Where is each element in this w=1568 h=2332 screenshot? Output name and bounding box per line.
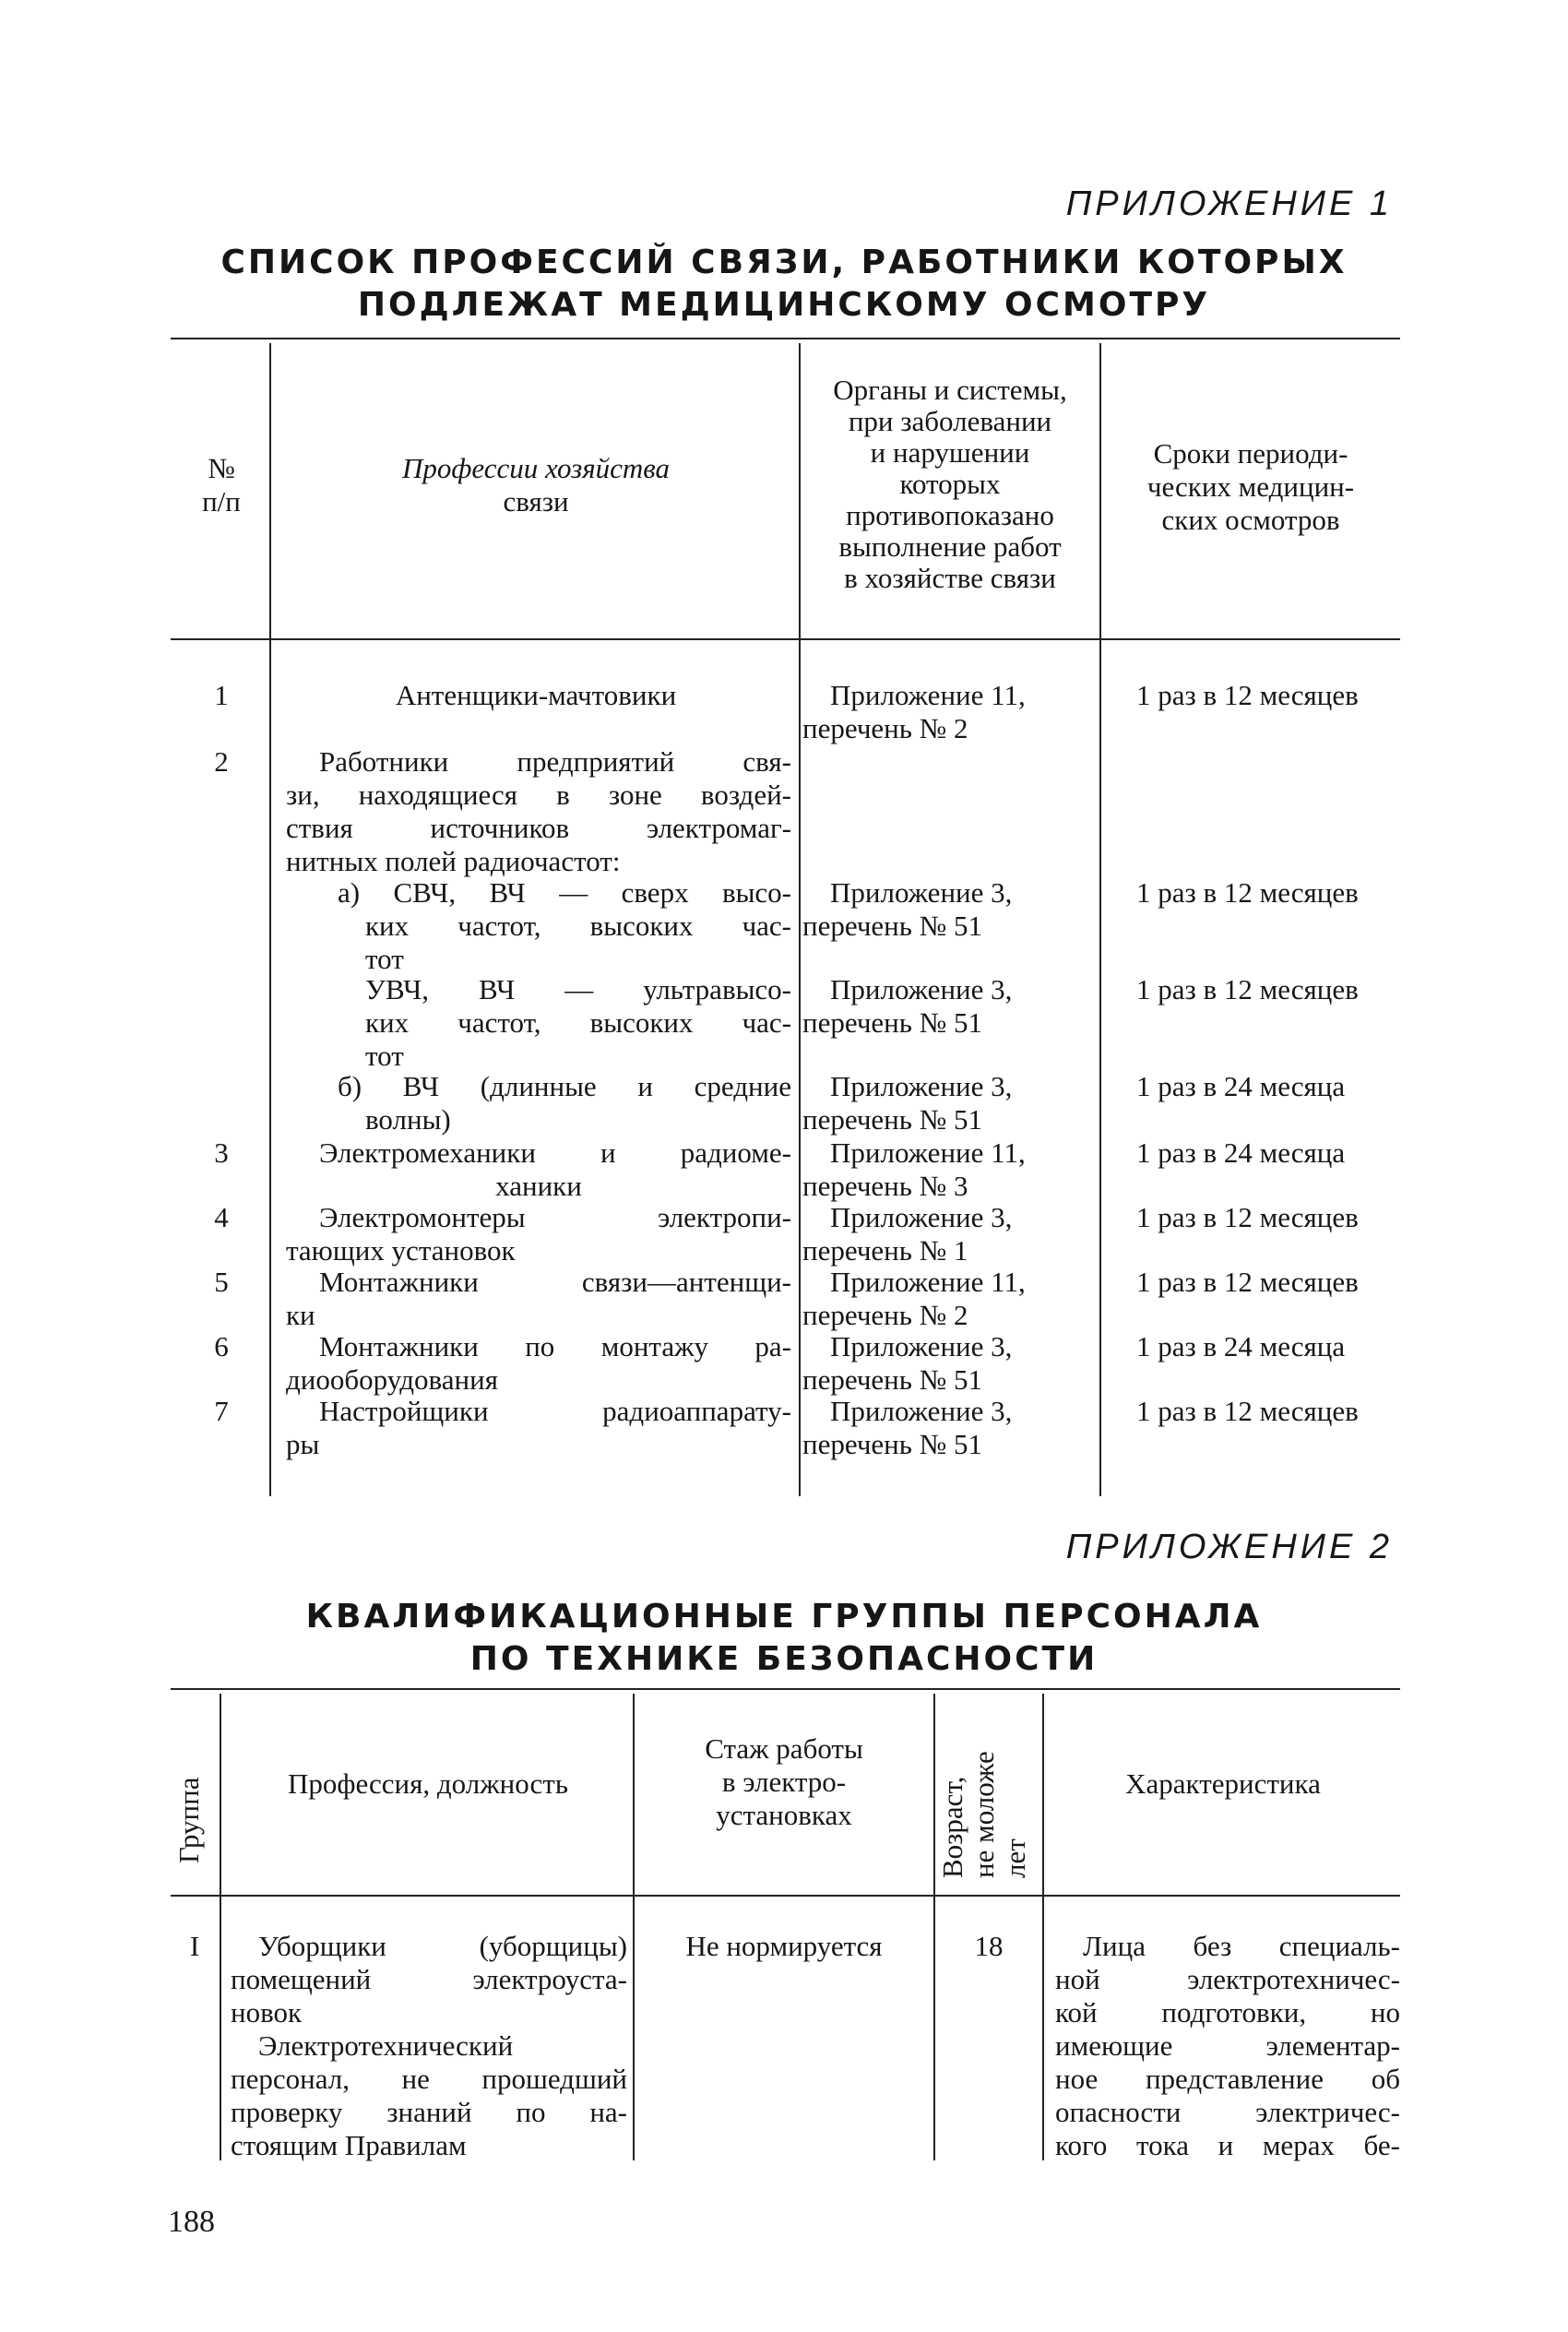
row-num: 4 — [214, 1201, 229, 1233]
row-term: 1 раз в 24 месяца — [1136, 1070, 1346, 1102]
row-organs: Приложение 3, перечень № 1 — [802, 1201, 1013, 1267]
row-organs: Приложение 3, перечень № 51 — [802, 1330, 1013, 1396]
table-1-top-rule — [171, 338, 1400, 339]
row-profession: Электромеханики и радиоме- ханики — [319, 1136, 791, 1202]
row-organs: Приложение 11, перечень № 2 — [802, 1266, 1026, 1331]
row-num: 1 — [214, 679, 229, 711]
table-1-col-divider — [1099, 343, 1101, 1496]
row-term: 1 раз в 24 месяца — [1136, 1330, 1346, 1362]
row-characteristic: Лица без специаль- ной электротехничес- кой подготовки, но имеющие элементар- ное представление об опасности электричес- кого тока и мерах бе- — [1055, 1930, 1400, 2161]
appendix-1-title — [184, 242, 1384, 327]
row-age: 18 — [974, 1930, 1004, 1962]
row-profession: Работники предприятий свя- зи, находящиеся в зоне воздей- ствия источников электромаг- нитных полей радиочастот: — [286, 745, 791, 877]
row-profession: б) ВЧ (длинные и средние волны) — [338, 1070, 791, 1136]
appendix-1-label: ПРИЛОЖЕНИЕ 1 — [1065, 184, 1393, 223]
row-profession: Электромонтеры электропи- тающих установок — [286, 1201, 791, 1267]
table-2-col-divider — [933, 1694, 935, 2160]
row-num: 2 — [214, 745, 229, 778]
row-profession: Уборщики (уборщицы) помещений электроуста- новок Электротехнический персонал, не прошедший проверку знаний по на- стоящим Правилам — [231, 1930, 627, 2161]
row-profession: а) СВЧ, ВЧ — сверх высо- ких частот, высоких час- тот — [338, 876, 791, 975]
header-profession: Профессия, должность — [288, 1767, 568, 1800]
table-2-col-divider — [1042, 1694, 1044, 2160]
row-organs: Приложение 3, перечень № 51 — [802, 973, 1013, 1039]
row-term: 1 раз в 12 месяцев — [1136, 1201, 1359, 1233]
table-2-col-divider — [220, 1694, 221, 2160]
appendix-2-title — [184, 1596, 1384, 1681]
header-organs: Органы и системы, при заболевании и нарушении которых противопоказано выполнение работ в хозяйстве связи — [833, 374, 1067, 594]
row-organs: Приложение 3, перечень № 51 — [802, 1395, 1013, 1460]
document-page: ПРИЛОЖЕНИЕ 1 СПИСОК ПРОФЕССИЙ СВЯЗИ, РАБОТНИКИ КОТОРЫХ ПОДЛЕЖАТ МЕДИЦИНСКОМУ ОСМОТРУ № п/п Профессии хозяйства связи Органы и системы, при заболевании и нарушении которых противопоказано выполнение работ в хозяйстве связи Сроки периоди- ческих медицин- ских осмотров 1 Антенщики-мачтовики Приложение 11, перечень № 2 1 раз в 12 месяцев 2 Работники предприятий свя- зи, находящиеся в зоне воздей- ствия источников электромаг- нитных полей радиочастот: а) СВЧ, ВЧ — сверх высо- ких частот, высоких час- тот Приложение 3, перечень № 51 1 раз в 12 месяцев УВЧ, ВЧ — ультравысо- ких частот, высоких час- тот Приложение 3, перечень № 51 1 раз в 12 месяцев б) ВЧ (длинные и средние волны) Приложение 3, перечень № 51 1 раз в 24 месяца 3 Электромеханики и радиоме- ханики Приложение 11, перечень № 3 1 раз в 24 месяца 4 Электромонтеры электропи- тающих установок Приложение 3, перечень № 1 1 раз в 12 месяцев 5 Монтажники связи—антенщи- ки Приложение 11, перечень № 2 1 раз в 12 месяцев 6 Монтажники по монтажу ра- диооборудования Приложение 3, перечень № 51 1 раз в 24 месяца 7 Настройщики радиоаппарату- ры Приложение 3, перечень № 51 1 раз в 12 месяцев ПРИЛОЖЕНИЕ 2 КВАЛИФИКАЦИОННЫЕ ГРУППЫ ПЕРСОНАЛА ПО ТЕХНИКЕ БЕЗОПАСНОСТИ Группа Профессия, должность Стаж работы в электро- установках Возраст, не моложе лет Характеристика I Уборщики (уборщицы) помещений электроуста- новок Электротехнический персонал, не прошедший проверку знаний по на- стоящим Правилам Не нормируется 18 Лица без специаль- ной электротехничес- кой подготовки, но имеющие элементар- ное представление об опасности электричес- кого тока и мерах бе- 188 — [0, 0, 1568, 2332]
row-term: 1 раз в 12 месяцев — [1136, 876, 1359, 909]
row-organs: Приложение 11, перечень № 3 — [802, 1136, 1026, 1202]
table-1-header-rule — [171, 638, 1400, 640]
table-2-col-divider — [633, 1694, 635, 2160]
appendix-2-title-line2: ПО ТЕХНИКЕ БЕЗОПАСНОСТИ — [469, 1640, 1099, 1678]
row-organs: Приложение 3, перечень № 51 — [802, 1070, 1013, 1136]
row-num: 5 — [214, 1266, 229, 1298]
header-profession: Профессии хозяйства связи — [402, 452, 670, 518]
appendix-1-title-line1: СПИСОК ПРОФЕССИЙ СВЯЗИ, РАБОТНИКИ КОТОРЫХ — [220, 244, 1348, 281]
row-profession: УВЧ, ВЧ — ультравысо- ких частот, высоких час- тот — [365, 973, 791, 1072]
row-num: 3 — [214, 1136, 229, 1169]
row-num: 6 — [214, 1330, 229, 1362]
row-profession: Настройщики радиоаппарату- ры — [286, 1395, 791, 1460]
header-experience: Стаж работы в электро- установках — [705, 1732, 863, 1831]
row-experience: Не нормируется — [685, 1930, 883, 1962]
row-organs: Приложение 11, перечень № 2 — [802, 679, 1026, 744]
appendix-2-label: ПРИЛОЖЕНИЕ 2 — [1065, 1528, 1393, 1566]
header-group: Группа — [172, 1777, 205, 1863]
appendix-2-title-line1: КВАЛИФИКАЦИОННЫЕ ГРУППЫ ПЕРСОНАЛА — [305, 1598, 1263, 1636]
row-term: 1 раз в 12 месяцев — [1136, 679, 1359, 711]
row-num: 7 — [214, 1395, 229, 1427]
row-organs: Приложение 3, перечень № 51 — [802, 876, 1013, 942]
header-terms: Сроки периоди- ческих медицин- ских осмотров — [1146, 437, 1355, 536]
table-2-top-rule — [171, 1688, 1400, 1690]
row-term: 1 раз в 12 месяцев — [1136, 1395, 1359, 1427]
row-profession: Монтажники связи—антенщи- ки — [286, 1266, 791, 1331]
row-term: 1 раз в 24 месяца — [1136, 1136, 1346, 1169]
header-characteristic: Характеристика — [1125, 1767, 1321, 1800]
appendix-1-title-line2: ПОДЛЕЖАТ МЕДИЦИНСКОМУ ОСМОТРУ — [357, 286, 1211, 324]
row-term: 1 раз в 12 месяцев — [1136, 1266, 1359, 1298]
table-2-header-rule — [171, 1895, 1400, 1897]
table-1-col-divider — [269, 343, 271, 1496]
row-profession: Монтажники по монтажу ра- диооборудования — [286, 1330, 791, 1396]
header-num: № п/п — [202, 452, 241, 518]
row-group: I — [189, 1930, 200, 1962]
row-profession: Антенщики-мачтовики — [395, 679, 677, 711]
row-term: 1 раз в 12 месяцев — [1136, 973, 1359, 1005]
page-number: 188 — [168, 2205, 215, 2239]
